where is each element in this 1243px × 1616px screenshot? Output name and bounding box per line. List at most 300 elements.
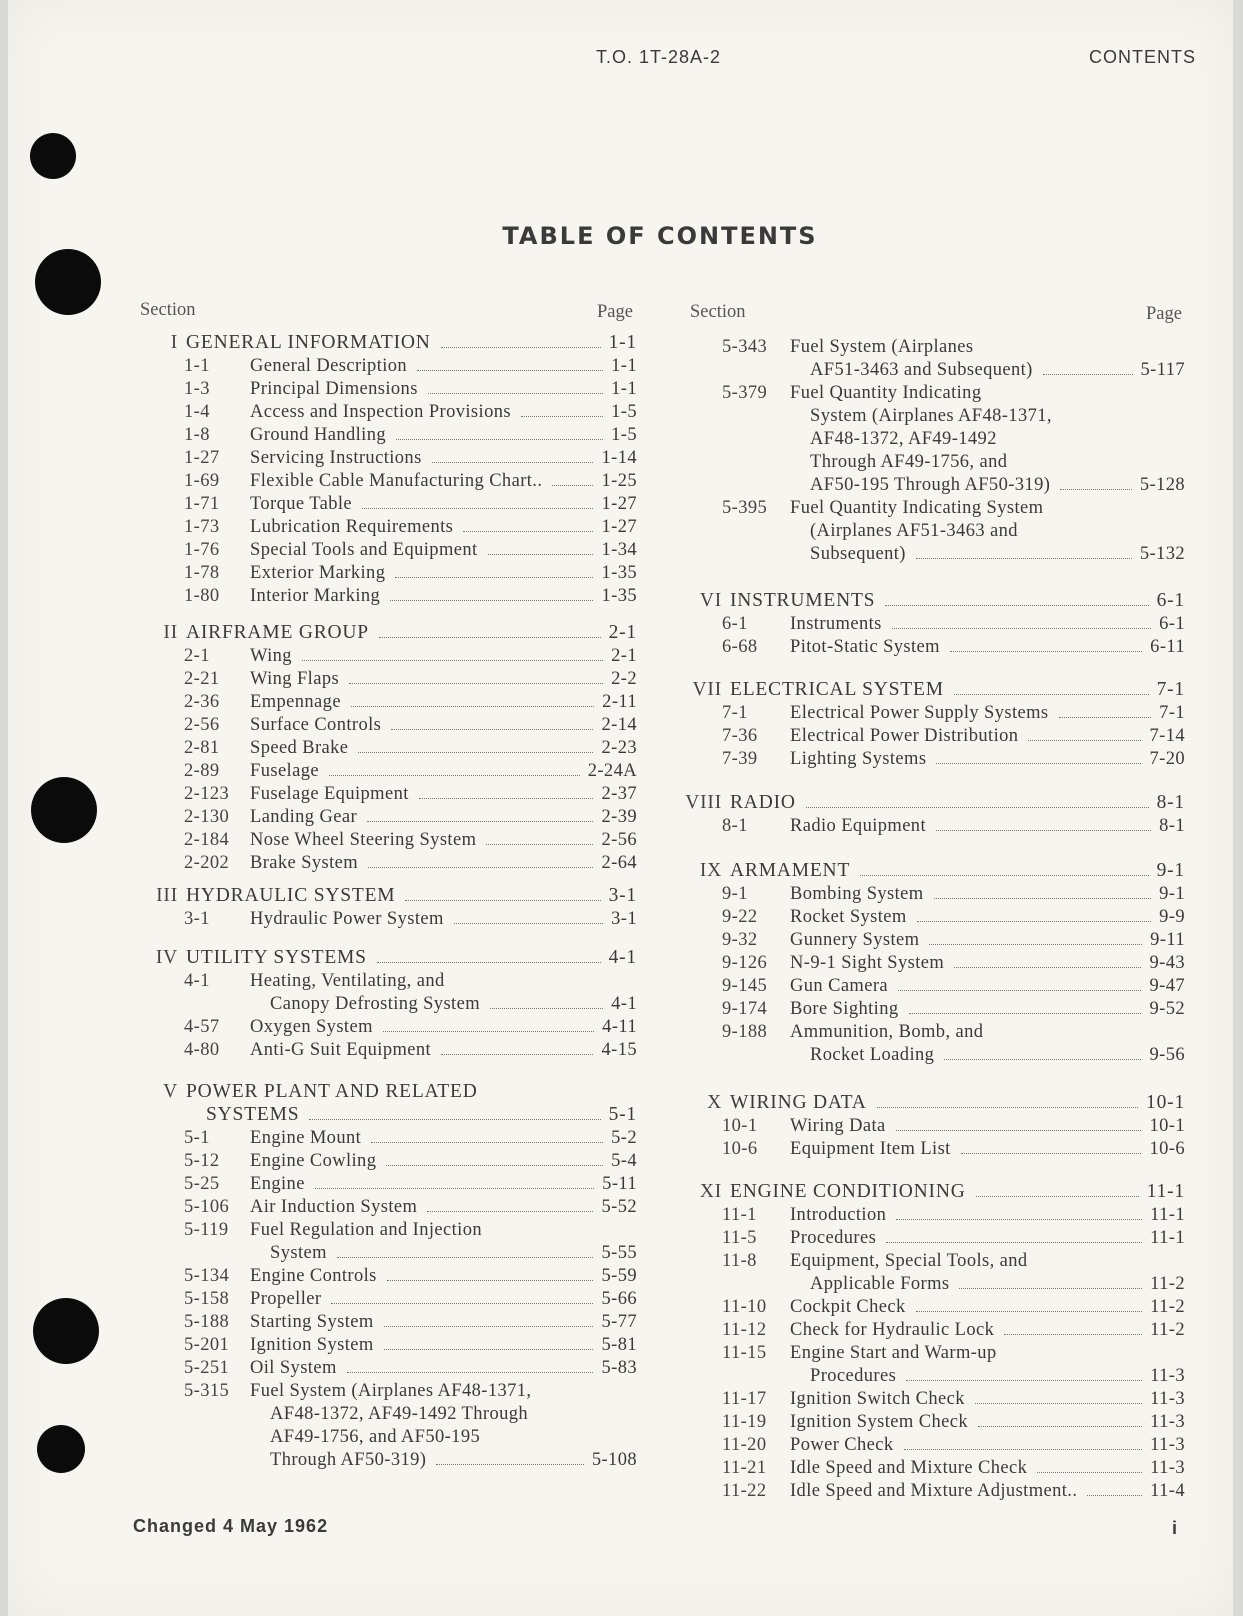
entry-number: 11-21 <box>722 1458 767 1478</box>
entry-number: 7-36 <box>722 726 758 746</box>
page-ref: 5-128 <box>1139 475 1185 495</box>
page-ref: 3-1 <box>608 885 637 906</box>
right-page-heading: Page <box>1146 304 1182 324</box>
toc-entry <box>722 998 1185 1020</box>
section-numeral: V <box>163 1081 178 1102</box>
entry-number: 1-73 <box>184 517 220 537</box>
page-ref: 5-66 <box>601 1289 637 1309</box>
toc-entry <box>722 1227 1185 1249</box>
entry-title: Wing <box>250 646 292 666</box>
toc-entry <box>184 1380 637 1402</box>
section-heading <box>138 1081 637 1103</box>
entry-title: Rocket System <box>790 907 907 927</box>
dot-leader <box>315 1187 594 1189</box>
entry-title: System <box>270 1243 327 1263</box>
entry-title: Hydraulic Power System <box>250 909 444 929</box>
entry-number: 11-19 <box>722 1412 767 1432</box>
entry-number: 1-71 <box>184 494 220 514</box>
dot-leader <box>417 369 603 371</box>
entry-title: Gun Camera <box>790 976 889 996</box>
toc-entry <box>184 1039 637 1061</box>
toc-entry-continuation: Through AF49-1756, and <box>810 452 1008 472</box>
dot-leader <box>916 557 1132 559</box>
toc-entry <box>722 1319 1185 1341</box>
entry-number: 3-1 <box>184 909 210 929</box>
dot-leader <box>463 530 593 532</box>
toc-entry <box>722 1250 1185 1272</box>
dot-leader <box>351 705 594 707</box>
page-ref: 10-1 <box>1149 1116 1185 1136</box>
dot-leader <box>896 1129 1142 1131</box>
entry-number: 5-379 <box>722 383 768 403</box>
dot-leader <box>329 774 580 776</box>
entry-number: 11-15 <box>722 1343 767 1363</box>
toc-entry <box>184 1219 637 1241</box>
section-heading <box>672 1092 1185 1114</box>
entry-title: Introduction <box>790 1205 887 1225</box>
entry-number: 5-134 <box>184 1266 230 1286</box>
section-title: ELECTRICAL SYSTEM <box>730 679 944 700</box>
page-ref: 11-3 <box>1150 1366 1185 1386</box>
toc-entry <box>184 783 637 805</box>
page-ref: 11-3 <box>1150 1389 1185 1409</box>
toc-entry-continuation <box>722 543 1185 565</box>
entry-title: Ignition Switch Check <box>790 1389 965 1409</box>
dot-leader <box>929 943 1142 945</box>
entry-number: 8-1 <box>722 816 748 836</box>
entry-title: Fuel Quantity Indicating <box>790 383 982 403</box>
dot-leader <box>936 829 1151 831</box>
dot-leader <box>368 866 593 868</box>
dot-leader <box>379 636 601 638</box>
section-title: GENERAL INFORMATION <box>186 332 431 353</box>
toc-entry <box>184 1016 637 1038</box>
entry-title: Fuselage <box>250 761 319 781</box>
entry-number: 7-39 <box>722 749 758 769</box>
entry-title: Landing Gear <box>250 807 358 827</box>
page-ref: 11-2 <box>1150 1297 1185 1317</box>
toc-entry <box>184 447 637 469</box>
dot-leader <box>934 897 1152 899</box>
page-ref: 9-47 <box>1149 976 1185 996</box>
entry-number: 5-395 <box>722 498 768 518</box>
toc-entry <box>722 1480 1185 1502</box>
toc-entry-continuation: AF48-1372, AF49-1492 Through <box>270 1404 529 1424</box>
dot-leader <box>396 438 603 440</box>
dot-leader <box>377 961 601 963</box>
entry-title: Exterior Marking <box>250 563 386 583</box>
entry-title: Bombing System <box>790 884 924 904</box>
entry-title: Starting System <box>250 1312 374 1332</box>
page-ref: 5-4 <box>611 1151 637 1171</box>
entry-title: Special Tools and Equipment <box>250 540 478 560</box>
section-numeral: I <box>170 332 178 353</box>
dot-leader <box>978 1425 1142 1427</box>
entry-number: 1-27 <box>184 448 220 468</box>
dot-leader <box>419 797 594 799</box>
page-ref: 8-1 <box>1156 792 1185 813</box>
dot-leader <box>395 576 593 578</box>
page-ref: 2-39 <box>601 807 637 827</box>
entry-number: 5-315 <box>184 1381 230 1401</box>
toc-entry-continuation <box>722 359 1185 381</box>
entry-number: 1-69 <box>184 471 220 491</box>
dot-leader <box>892 627 1151 629</box>
punch-hole <box>37 1425 85 1473</box>
entry-title: AF51-3463 and Subsequent) <box>810 360 1033 380</box>
toc-entry <box>722 883 1185 905</box>
toc-entry <box>184 585 637 607</box>
toc-entry <box>722 1434 1185 1456</box>
toc-entry-continuation <box>184 1242 637 1264</box>
entry-number: 11-5 <box>722 1228 757 1248</box>
page-ref: 1-34 <box>601 540 637 560</box>
entry-title: Engine <box>250 1174 305 1194</box>
dot-leader <box>916 1310 1143 1312</box>
page-ref: 10-6 <box>1149 1139 1185 1159</box>
entry-title: Rocket Loading <box>810 1045 935 1065</box>
entry-number: 1-78 <box>184 563 220 583</box>
page-ref: 9-1 <box>1159 884 1185 904</box>
entry-number: 11-17 <box>722 1389 767 1409</box>
toc-entry <box>184 852 637 874</box>
toc-entry <box>184 668 637 690</box>
dot-leader <box>898 989 1141 991</box>
toc-entry <box>722 1204 1185 1226</box>
toc-entry <box>722 725 1185 747</box>
section-numeral: IX <box>699 860 722 881</box>
entry-number: 5-25 <box>184 1174 220 1194</box>
entry-number: 4-1 <box>184 971 210 991</box>
left-page-heading: Page <box>597 302 633 322</box>
document-number: T.O. 1T-28A-2 <box>596 47 722 67</box>
dot-leader <box>386 1164 603 1166</box>
section-numeral: II <box>163 622 178 643</box>
toc-entry <box>184 562 637 584</box>
page-ref: 11-1 <box>1150 1228 1185 1248</box>
section-numeral: VII <box>692 679 722 700</box>
entry-number: 5-1 <box>184 1128 210 1148</box>
page-ref: 7-1 <box>1159 703 1185 723</box>
entry-title: Wiring Data <box>790 1116 886 1136</box>
entry-title: Idle Speed and Mixture Check <box>790 1458 1028 1478</box>
toc-entry <box>184 645 637 667</box>
entry-title: Interior Marking <box>250 586 381 606</box>
toc-entry-continuation <box>722 474 1185 496</box>
page-ref: 11-3 <box>1150 1412 1185 1432</box>
page-number: i <box>1172 1518 1179 1538</box>
entry-title: Speed Brake <box>250 738 349 758</box>
toc-entry <box>184 424 637 446</box>
toc-entry <box>184 1150 637 1172</box>
section-title: INSTRUMENTS <box>730 590 876 611</box>
entry-number: 5-119 <box>184 1220 229 1240</box>
page-ref: 2-64 <box>601 853 637 873</box>
dot-leader <box>1059 716 1152 718</box>
toc-entry <box>722 929 1185 951</box>
entry-title: Torque Table <box>250 494 353 514</box>
dot-leader <box>1004 1333 1142 1335</box>
dot-leader <box>384 1348 594 1350</box>
entry-title: N-9-1 Sight System <box>790 953 945 973</box>
entry-title: Engine Start and Warm-up <box>790 1343 997 1363</box>
toc-entry <box>184 401 637 423</box>
section-title: ENGINE CONDITIONING <box>730 1181 966 1202</box>
dot-leader <box>976 1195 1139 1197</box>
page-ref: 6-1 <box>1156 590 1185 611</box>
dot-leader <box>349 682 603 684</box>
entry-number: 9-22 <box>722 907 758 927</box>
entry-title: Oxygen System <box>250 1017 373 1037</box>
right-section-heading: Section <box>690 302 746 322</box>
page-ref: 1-35 <box>601 563 637 583</box>
dot-leader <box>936 762 1141 764</box>
entry-title: Canopy Defrosting System <box>270 994 481 1014</box>
dot-leader <box>961 1152 1142 1154</box>
entry-title: Access and Inspection Provisions <box>250 402 511 422</box>
toc-entry <box>722 1296 1185 1318</box>
dot-leader <box>454 922 603 924</box>
entry-number: 11-20 <box>722 1435 767 1455</box>
entry-number: 2-89 <box>184 761 220 781</box>
page-ref: 11-3 <box>1150 1435 1185 1455</box>
entry-number: 1-1 <box>184 356 210 376</box>
entry-title: Fuel Quantity Indicating System <box>790 498 1044 518</box>
section-title: SYSTEMS <box>206 1104 300 1125</box>
page-title: TABLE OF CONTENTS <box>502 222 818 250</box>
entry-number: 9-126 <box>722 953 768 973</box>
toc-entry-continuation <box>722 1044 1185 1066</box>
dot-leader <box>436 1463 583 1465</box>
section-heading-continuation <box>138 1104 637 1126</box>
dot-leader <box>490 1007 603 1009</box>
entry-title: AF50-195 Through AF50-319) <box>810 475 1051 495</box>
entry-number: 11-1 <box>722 1205 757 1225</box>
toc-entry <box>184 691 637 713</box>
page-ref: 11-1 <box>1146 1181 1185 1202</box>
page-ref: 2-24A <box>587 761 637 781</box>
entry-title: Bore Sighting <box>790 999 899 1019</box>
toc-entry <box>722 1388 1185 1410</box>
toc-entry-continuation <box>722 1273 1185 1295</box>
toc-entry-continuation <box>184 1449 637 1471</box>
dot-leader <box>975 1402 1142 1404</box>
page-ref: 11-4 <box>1150 1481 1185 1501</box>
section-title: ARMAMENT <box>730 860 851 881</box>
entry-number: 11-8 <box>722 1251 757 1271</box>
section-title: UTILITY SYSTEMS <box>186 947 367 968</box>
entry-title: Equipment, Special Tools, and <box>790 1251 1028 1271</box>
entry-title: Ammunition, Bomb, and <box>790 1022 984 1042</box>
dot-leader <box>896 1218 1142 1220</box>
toc-entry <box>722 952 1185 974</box>
toc-entry <box>184 1311 637 1333</box>
dot-leader <box>337 1256 594 1258</box>
dot-leader <box>860 874 1148 876</box>
page-ref: 5-132 <box>1139 544 1185 564</box>
page-ref: 4-1 <box>611 994 637 1014</box>
page-ref: 5-83 <box>601 1358 637 1378</box>
dot-leader <box>806 806 1149 808</box>
page-ref: 5-1 <box>608 1104 637 1125</box>
dot-leader <box>552 484 593 486</box>
entry-title: Flexible Cable Manufacturing Chart.. <box>250 471 543 491</box>
page-ref: 2-1 <box>608 622 637 643</box>
entry-number: 7-1 <box>722 703 748 723</box>
toc-entry-continuation: (Airplanes AF51-3463 and <box>810 521 1018 541</box>
page-ref: 9-43 <box>1149 953 1185 973</box>
page-ref: 1-25 <box>601 471 637 491</box>
section-numeral: XI <box>699 1181 722 1202</box>
toc-entry <box>722 748 1185 770</box>
page-ref: 1-5 <box>611 402 637 422</box>
entry-number: 5-343 <box>722 337 768 357</box>
dot-leader <box>383 1030 594 1032</box>
toc-entry <box>722 613 1185 635</box>
entry-title: Air Induction System <box>250 1197 418 1217</box>
entry-number: 11-12 <box>722 1320 767 1340</box>
entry-title: Servicing Instructions <box>250 448 422 468</box>
entry-number: 2-21 <box>184 669 220 689</box>
page-ref: 5-2 <box>611 1128 637 1148</box>
entry-number: 9-188 <box>722 1022 768 1042</box>
entry-title: Fuselage Equipment <box>250 784 409 804</box>
dot-leader <box>367 820 593 822</box>
toc-entry <box>184 970 637 992</box>
section-heading <box>138 947 637 969</box>
page-ref: 11-1 <box>1150 1205 1185 1225</box>
dot-leader <box>950 650 1142 652</box>
toc-entry <box>722 702 1185 724</box>
toc-entry <box>184 378 637 400</box>
dot-leader <box>1037 1471 1142 1473</box>
dot-leader <box>877 1106 1138 1108</box>
dot-leader <box>944 1058 1141 1060</box>
dot-leader <box>331 1302 593 1304</box>
entry-number: 1-76 <box>184 540 220 560</box>
page-ref: 2-2 <box>611 669 637 689</box>
section-heading <box>672 860 1185 882</box>
toc-entry <box>722 497 1185 519</box>
entry-title: Nose Wheel Steering System <box>250 830 477 850</box>
dot-leader <box>347 1371 594 1373</box>
section-heading <box>672 792 1185 814</box>
entry-title: General Description <box>250 356 408 376</box>
entry-title: Procedures <box>810 1366 897 1386</box>
entry-number: 2-1 <box>184 646 210 666</box>
section-heading <box>672 1181 1185 1203</box>
section-heading <box>138 622 637 644</box>
toc-entry <box>722 336 1185 358</box>
page-ref: 7-14 <box>1149 726 1185 746</box>
entry-title: Empennage <box>250 692 341 712</box>
toc-entry <box>722 906 1185 928</box>
entry-title: Instruments <box>790 614 882 634</box>
page-ref: 5-59 <box>601 1266 637 1286</box>
dot-leader <box>486 843 593 845</box>
entry-title: Fuel Regulation and Injection <box>250 1220 483 1240</box>
page-ref: 9-1 <box>1156 860 1185 881</box>
page-ref: 9-52 <box>1149 999 1185 1019</box>
entry-title: Check for Hydraulic Lock <box>790 1320 995 1340</box>
page-ref: 11-2 <box>1150 1320 1185 1340</box>
page-ref: 2-23 <box>601 738 637 758</box>
toc-entry <box>184 516 637 538</box>
page-ref: 9-9 <box>1159 907 1185 927</box>
entry-title: Engine Mount <box>250 1128 362 1148</box>
punch-hole <box>33 1298 99 1364</box>
page-ref: 4-11 <box>602 1017 637 1037</box>
section-numeral: VI <box>699 590 722 611</box>
entry-title: Cockpit Check <box>790 1297 906 1317</box>
section-numeral: III <box>156 885 178 906</box>
entry-number: 1-8 <box>184 425 210 445</box>
entry-title: Brake System <box>250 853 359 873</box>
entry-number: 11-22 <box>722 1481 767 1501</box>
entry-title: Subsequent) <box>810 544 906 564</box>
entry-title: Power Check <box>790 1435 894 1455</box>
entry-number: 2-81 <box>184 738 220 758</box>
page-ref: 9-11 <box>1150 930 1185 950</box>
toc-entry-continuation: System (Airplanes AF48-1371, <box>810 406 1052 426</box>
page-ref: 5-81 <box>601 1335 637 1355</box>
dot-leader <box>885 604 1148 606</box>
section-title: POWER PLANT AND RELATED <box>186 1081 478 1102</box>
entry-title: Electrical Power Distribution <box>790 726 1019 746</box>
entry-number: 5-188 <box>184 1312 230 1332</box>
punch-hole <box>30 133 76 179</box>
page-ref: 3-1 <box>611 909 637 929</box>
toc-entry <box>184 470 637 492</box>
dot-leader <box>1028 739 1141 741</box>
page-ref: 5-77 <box>601 1312 637 1332</box>
page-ref: 2-1 <box>611 646 637 666</box>
toc-entry <box>184 714 637 736</box>
toc-entry <box>722 815 1185 837</box>
entry-title: Ground Handling <box>250 425 386 445</box>
dot-leader <box>441 1053 593 1055</box>
toc-entry <box>722 1342 1185 1364</box>
page-ref: 6-11 <box>1150 637 1185 657</box>
entry-title: Oil System <box>250 1358 337 1378</box>
entry-title: Propeller <box>250 1289 322 1309</box>
section-numeral: X <box>707 1092 722 1113</box>
toc-entry <box>184 908 637 930</box>
dot-leader <box>1087 1494 1142 1496</box>
page-ref: 9-56 <box>1149 1045 1185 1065</box>
entry-title: Anti-G Suit Equipment <box>250 1040 432 1060</box>
toc-entry <box>184 1196 637 1218</box>
page-ref: 7-1 <box>1156 679 1185 700</box>
page-ref: 4-15 <box>601 1040 637 1060</box>
entry-title: Lubrication Requirements <box>250 517 454 537</box>
page-ref: 4-1 <box>608 947 637 968</box>
entry-number: 6-1 <box>722 614 748 634</box>
dot-leader <box>954 693 1149 695</box>
toc-entry <box>722 1411 1185 1433</box>
header-section-label: CONTENTS <box>1089 47 1196 67</box>
section-heading <box>672 590 1185 612</box>
toc-entry <box>184 1288 637 1310</box>
entry-title: Electrical Power Supply Systems <box>790 703 1049 723</box>
entry-title: Lighting Systems <box>790 749 927 769</box>
entry-number: 4-57 <box>184 1017 220 1037</box>
toc-entry <box>722 1457 1185 1479</box>
toc-entry <box>184 806 637 828</box>
dot-leader <box>488 553 594 555</box>
toc-entry <box>184 539 637 561</box>
section-title: AIRFRAME GROUP <box>186 622 369 643</box>
